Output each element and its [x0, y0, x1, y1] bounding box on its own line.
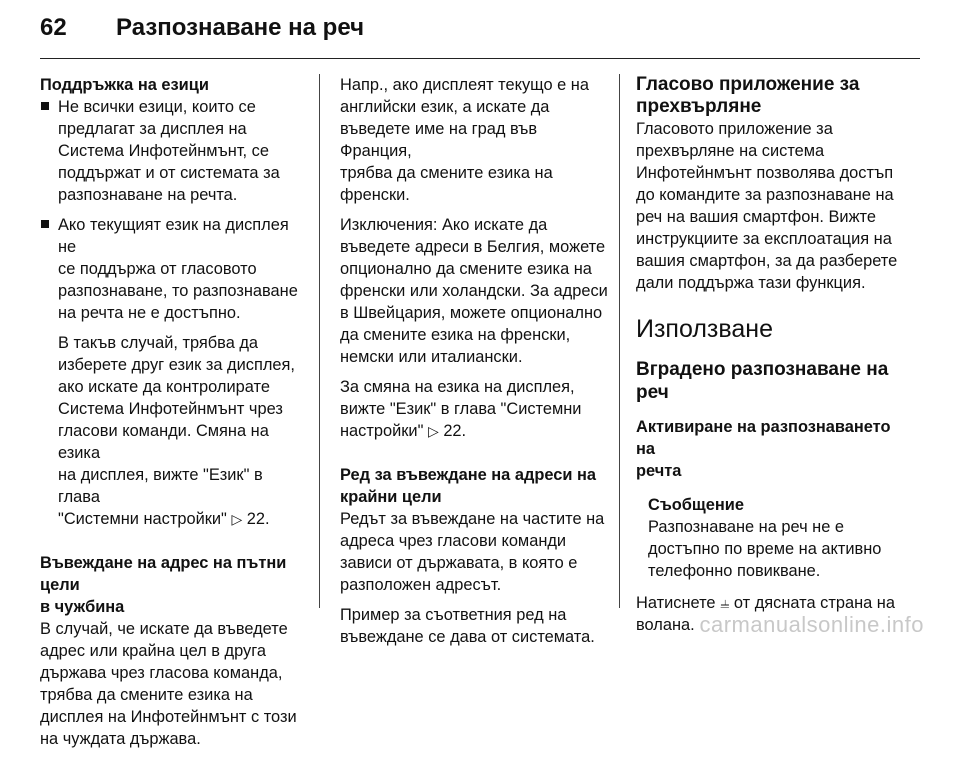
page-title: Разпознаване на реч: [116, 14, 365, 41]
paragraph: За смяна на езика на дисплея, вижте "Език" в глава "Системни настройки" ▷ 22.: [340, 376, 608, 442]
section-heading-voice-app: Гласово приложение за прехвърляне: [636, 74, 860, 117]
bullet-square-icon: [41, 220, 49, 228]
reference-arrow-icon: ▷: [427, 423, 439, 439]
column-2: [340, 74, 608, 656]
page-number: 62: [40, 14, 67, 41]
paragraph: Пример за съответния ред на въвеждане се дава от системата.: [340, 606, 595, 646]
section-heading-language-support: Поддръжка на езици: [40, 76, 209, 94]
notice-title: Съобщение: [648, 496, 744, 514]
subsection-heading-activation: Активиране на разпознаването на речта: [636, 418, 891, 480]
paragraph: Редът за въвеждане на частите на адреса чрез гласови команди зависи от държавата, в която е разположен адресът.: [340, 510, 605, 594]
paragraph: Гласовото приложение за прехвърляне на система Инфотейнмънт позволява достъп до командите за разпознаване на реч на вашия смартфон. Вижте инструкциите за експлоатация на вашия смартфон, за да разберете дали поддържа тази функция.: [636, 120, 898, 292]
bullet-paragraph: В такъв случай, трябва да изберете друг език за дисплея, ако искате да контролирате Система Инфотейнмънт чрез гласови команди. Смяна на езика на дисплея, вижте "Език" в глава "Системни настройки" ▷ 22.: [40, 332, 308, 530]
section-heading-address-order: Ред за въвеждане на адреси на крайни цели: [340, 466, 597, 506]
reference-arrow-icon: ▷: [231, 511, 243, 527]
chapter-heading-usage: Използване: [636, 315, 773, 343]
section-heading-builtin-recognition: Вградено разпознаване на реч: [636, 359, 889, 403]
paragraph: В случай, че искате да въведете адрес или крайна цел в друга държава чрез гласова команда, трябва да смените езика на дисплея на Инфотейнмънт с този на чуждата държава.: [40, 620, 297, 748]
header-rule: [40, 58, 920, 59]
notice-box: Съобщение Разпознаване на реч не е достъпно по време на активно телефонно повикване.: [636, 494, 908, 582]
cross-reference[interactable]: "Системни настройки" ▷ 22.: [58, 510, 270, 528]
watermark: carmanualsonline.info: [699, 612, 924, 637]
paragraph: Напр., ако дисплеят текущо е на английски език, а искате да въведете име на град във Франция, трябва да смените езика на френски.: [340, 76, 589, 204]
bullet-item: Не всички езици, които се предлагат за дисплея на Система Инфотейнмънт, се поддържат и от системата за разпознаване на речта.: [40, 96, 308, 206]
paragraph: Натиснете ⫨ от дясната страна на волана.: [636, 594, 895, 634]
column-1: [40, 74, 308, 758]
paragraph: Изключения: Ако искате да въведете адреси в Белгия, можете опционално да смените езика на френски или холандски. За адреси в Швейцария, можете опционално да смените езика на френски, немски или италиански.: [340, 216, 608, 366]
column-divider: [319, 74, 320, 608]
voice-control-icon: ⫨: [720, 594, 730, 612]
section-heading-foreign-address: Въвеждане на адрес на пътни цели в чужбина: [40, 554, 287, 616]
cross-reference[interactable]: настройки" ▷ 22.: [340, 422, 467, 440]
page-header: [40, 14, 364, 50]
column-divider: [619, 74, 620, 608]
bullet-item: Ако текущият език на дисплея не се поддържа от гласовото разпознаване, то разпознаване на речта не е достъпно.: [40, 214, 308, 324]
bullet-square-icon: [41, 102, 49, 110]
column-3: [636, 74, 908, 644]
